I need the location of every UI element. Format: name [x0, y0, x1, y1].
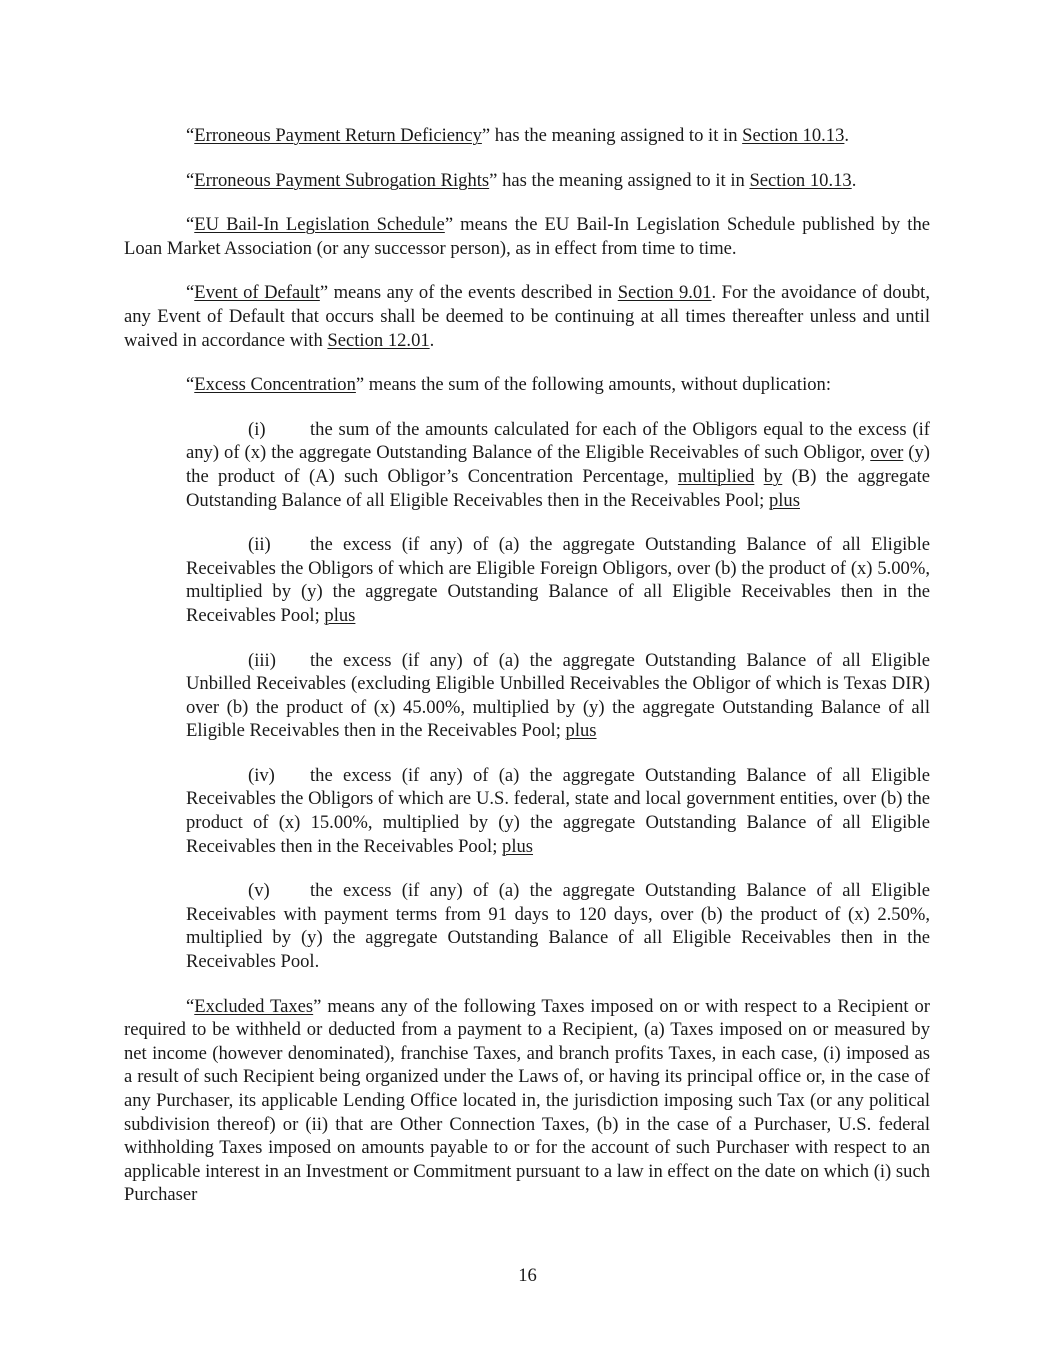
underlined-word: over [870, 442, 904, 464]
defined-term: Excess Concentration [194, 374, 356, 396]
defined-term: Event of Default [194, 282, 320, 304]
text-run: ” means the sum of the following amounts, without duplication: [355, 374, 831, 396]
page-number: 16 [518, 1265, 537, 1286]
text-run: ” has the meaning assigned to it in [489, 169, 750, 191]
underlined-word: plus [324, 604, 356, 626]
text-run: “ [186, 169, 195, 191]
underlined-word: by [763, 465, 783, 487]
text-run: “ [186, 374, 195, 396]
text-run: “ [186, 214, 195, 236]
text-run: . For the avoidance of doubt, any Event of Default that occurs shall be deemed to be continuing at all times thereafter unless and until waived in accordance with [124, 282, 930, 351]
definition-erroneous-payment-subrogation-rights [124, 169, 930, 193]
text-run: . [429, 329, 435, 351]
text-run: the excess (if any) of (a) the aggregate Outstanding Balance of all Eligible Unbilled Receivables (excluding Eligible Unbilled Receivables the Obligor of which is Texas DIR) over (b) the product of (x) 45.00%, multiplied by (y) the aggregate Outstanding Balance of all Eligible Receivables then in the Receivables Pool; [186, 649, 930, 742]
underlined-word: plus [502, 835, 534, 857]
definition-event-of-default [124, 281, 930, 352]
clause-i [186, 418, 930, 512]
text-run: (B) the aggregate Outstanding Balance of all Eligible Receivables then in the Receivables Pool; [186, 465, 930, 511]
text-run: ” means any of the events described in [319, 282, 618, 304]
text-run: the excess (if any) of (a) the aggregate Outstanding Balance of all Eligible Receivables the Obligors of which are Eligible Foreign Obligors, over (b) the product of (x) 5.00%, multiplied by (y) the aggregate Outstanding Balance of all Eligible Receivables then in the Receivables Pool; [186, 534, 930, 626]
text-run: “ [186, 282, 195, 304]
definition-eu-bail-in-legislation-schedule [124, 213, 930, 260]
document-body [124, 124, 930, 1228]
clause-iii [186, 649, 930, 743]
text-run: the sum of the amounts calculated for each of the Obligors equal to the excess (if any) of (x) the aggregate Outstanding Balance of the Eligible Receivables of such Obligor, [186, 418, 930, 464]
section-reference: Section 10.13 [749, 169, 852, 191]
clause-iv [186, 764, 930, 858]
text-run: (y) the product of (A) such Obligor’s Concentration Percentage, [186, 442, 930, 487]
definition-erroneous-payment-return-deficiency [124, 124, 930, 148]
text-run: ” means any of the following Taxes imposed on or with respect to a Recipient or required to be withheld or deducted from a payment to a Recipient, (a) Taxes imposed on or measured by net income (however denominated), franchise Taxes, and branch profits Taxes, in each case, (i) imposed as a result of such Recipient being organized under the Laws of, or having its principal office or, in the case of any Purchaser, its applicable Lending Office located in, the jurisdiction imposing such Tax (or any political subdivision thereof) or (ii) that are Other Connection Taxes, (b) in the case of a Purchaser, U.S. federal withholding Taxes imposed on amounts payable to or for the account of such Purchaser with respect to an applicable interest in an Investment or Commitment pursuant to a law in effect on the date on which (i) such Purchaser [124, 995, 930, 1206]
text-run: “ [186, 125, 195, 146]
section-reference: Section 12.01 [327, 329, 430, 351]
text-run: “ [186, 995, 195, 1017]
defined-term: EU Bail-In Legislation Schedule [194, 214, 445, 236]
clause-number: (i) [248, 418, 266, 440]
clause-number: (ii) [248, 534, 271, 556]
text-run [754, 466, 763, 487]
section-reference: Section 9.01 [617, 282, 712, 304]
text-run: ” has the meaning assigned to it in [481, 125, 743, 146]
text-run: . [844, 125, 850, 146]
definition-excess-concentration [124, 373, 930, 397]
underlined-word: plus [768, 489, 800, 511]
clause-number: (iii) [248, 649, 276, 671]
text-run: ” means the EU Bail-In Legislation Schedule published by the Loan Market Association (or any successor person), as in effect from time to time. [124, 214, 930, 259]
underlined-word: plus [565, 720, 597, 742]
clause-number: (v) [248, 880, 270, 902]
underlined-word: multiplied [677, 465, 755, 487]
definition-excluded-taxes [124, 995, 930, 1207]
defined-term: Excluded Taxes [194, 995, 314, 1017]
clause-ii [186, 533, 930, 627]
clause-v [186, 879, 930, 973]
text-run: the excess (if any) of (a) the aggregate Outstanding Balance of all Eligible Receivables the Obligors of which are U.S. federal, state and local government entities, over (b) the product of (x) 15.00%, multiplied by (y) the aggregate Outstanding Balance of all Eligible Receivables then in the Receivables Pool; [186, 764, 930, 857]
section-reference: Section 10.13 [742, 125, 845, 146]
text-run: the excess (if any) of (a) the aggregate Outstanding Balance of all Eligible Receivables with payment terms from 91 days to 120 days, over (b) the product of (x) 2.50%, multiplied by (y) the aggregate Outstanding Balance of all Eligible Receivables then in the Receivables Pool. [186, 880, 930, 973]
defined-term: Erroneous Payment Subrogation Rights [194, 169, 490, 191]
defined-term: Erroneous Payment Return Deficiency [194, 125, 482, 146]
clause-number: (iv) [248, 764, 275, 786]
text-run: . [851, 169, 857, 191]
